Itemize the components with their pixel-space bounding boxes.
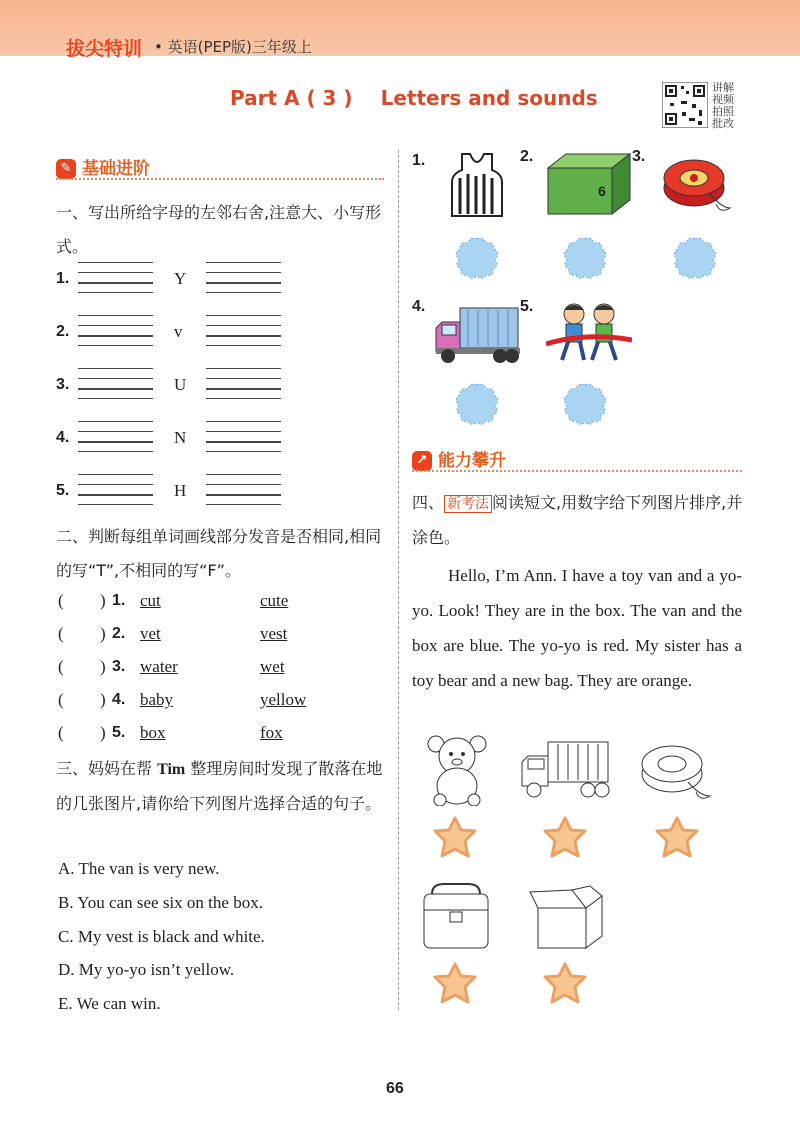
answer-star-icon[interactable] [432,816,478,860]
letter-line[interactable] [78,431,153,432]
word-b [260,723,283,743]
word-b-text: wet [260,657,285,676]
answer-flower-icon[interactable] [454,236,500,280]
letter-line[interactable] [206,388,281,390]
word-b-text: yellow [260,690,307,709]
bag-icon [416,882,496,952]
q1-item-number: 2. [56,323,70,340]
q2-number: 2. [112,625,126,642]
word-b [260,657,285,677]
answer-paren-open[interactable]: ( [58,591,64,610]
answer-flower-icon[interactable] [562,382,608,426]
box-icon [546,152,632,216]
section-underline [412,470,742,472]
picture-label: 2. [520,148,534,165]
q2-instruction: 二、判断每组单词画线部分发音是否相同,相同的写“T”,不相同的写“F”。 [56,527,382,580]
letter-line[interactable] [78,282,153,284]
section-underline [56,178,384,180]
answer-star-icon[interactable] [542,962,588,1006]
qr-caption [712,82,742,130]
letter-line[interactable] [206,368,281,369]
option-b: B. You can see six on the box. [58,893,263,912]
letter-line[interactable] [206,484,281,485]
section-heading-basic [56,154,150,179]
q1-item-number: 4. [56,429,70,446]
vest-icon [448,152,506,218]
pencil-icon: ✎ [56,159,76,179]
letter-line[interactable] [78,325,153,326]
letter-line[interactable] [78,292,153,293]
teddy-bear-icon [422,734,492,806]
letter-line[interactable] [206,272,281,273]
reading-passage [412,558,742,698]
answer-paren-close[interactable]: ) [100,591,106,610]
letter-line[interactable] [206,431,281,432]
section-heading-basic-text: 基础进阶 [82,159,150,179]
q1-item-number: 3. [56,376,70,393]
picture-label: 5. [520,298,534,315]
letter-line[interactable] [78,421,153,422]
answer-paren-close[interactable]: ) [100,624,106,643]
title-topic: Letters and sounds [380,86,598,110]
page-title [230,86,598,110]
letter-line[interactable] [78,484,153,485]
given-letter: N [174,428,187,447]
word-b-text: vest [260,624,288,643]
q2-number: 4. [112,691,126,708]
q1-instruction: 一、写出所给字母的左邻右舍,注意大、小写形式。 [56,203,382,256]
column-divider [398,150,399,1010]
box-number: 6 [598,183,606,199]
arrow-up-icon: ↗ [412,451,432,471]
q4-prefix: 四、 [412,493,445,512]
letter-line[interactable] [206,262,281,263]
qr-caption-4: 批改 [712,117,734,130]
letter-line[interactable] [78,398,153,399]
q3-instruction-name: Tim [157,761,186,778]
answer-paren-close[interactable]: ) [100,657,106,676]
answer-paren-open[interactable]: ( [58,624,64,643]
picture-label: 3. [632,148,646,165]
answer-flower-icon[interactable] [562,236,608,280]
word-b-text: cute [260,591,289,610]
given-letter: U [174,375,187,394]
qr-caption-2: 视频 [712,93,734,106]
letter-line[interactable] [78,504,153,505]
answer-paren-open[interactable]: ( [58,690,64,709]
word-b-text: fox [260,723,283,742]
word-a-text: box [140,723,166,742]
section-heading-advanced [412,446,506,471]
letter-line[interactable] [206,292,281,293]
letter-line[interactable] [206,378,281,379]
word-a-text: cut [140,591,161,610]
q2-number: 3. [112,658,126,675]
letter-line[interactable] [78,451,153,452]
letter-line[interactable] [78,378,153,379]
q1-item-number: 5. [56,482,70,499]
reading-passage-text: Hello, I’m Ann. I have a toy van and a yo-yo. Look! They are in the box. The van and the box are blue. The yo-yo is red. My sister has a toy bear and a new bag. They are orange. [412,566,742,690]
section-heading-advanced-text: 能力攀升 [438,451,506,471]
yoyo-icon [660,150,732,218]
letter-line[interactable] [78,262,153,263]
answer-star-icon[interactable] [432,962,478,1006]
given-letter: H [174,481,187,500]
letter-line[interactable] [78,388,153,390]
option-e: E. We can win. [58,994,161,1013]
letter-line[interactable] [206,504,281,505]
open-box-icon [528,882,608,952]
subject-label: • 英语(PEP版)三年级上 [154,38,312,56]
answer-flower-icon[interactable] [454,382,500,426]
q4-instruction [412,486,744,555]
title-part: Part A ( 3 ) [230,86,353,110]
letter-line[interactable] [206,494,281,496]
option-d: D. My yo-yo isn’t yellow. [58,960,235,979]
word-a [140,657,178,677]
answer-paren-close[interactable]: ) [100,690,106,709]
letter-line[interactable] [78,335,153,337]
option-a: A. The van is very new. [58,859,220,878]
letter-line[interactable] [206,474,281,475]
given-letter: Y [174,269,187,288]
answer-star-icon[interactable] [654,816,700,860]
brand-title: 拔尖特训 [66,38,143,60]
letter-line[interactable] [78,315,153,316]
word-b [260,624,287,644]
picture-label: 1. [412,152,426,169]
letter-line[interactable] [78,441,153,443]
answer-flower-icon[interactable] [672,236,718,280]
letter-line[interactable] [206,421,281,422]
word-a [140,591,161,611]
page-number: 66 [386,1080,404,1097]
word-a [140,723,166,743]
q1-item-number: 1. [56,270,70,287]
qr-caption-3: 拍照 [712,105,734,118]
q3-instruction [56,752,388,821]
q3-instruction-b: 整理房间时发现了散落在地的几张图片,请你给下列图片选择合适的句子。 [56,759,383,813]
letter-line[interactable] [78,368,153,369]
word-b [260,591,288,611]
letter-line[interactable] [206,451,281,452]
word-a-text: water [140,657,178,676]
word-a-text: baby [140,690,174,709]
answer-paren-open[interactable]: ( [58,657,64,676]
letter-line[interactable] [206,441,281,443]
truck-icon [518,740,612,800]
given-letter: v [174,322,183,341]
answer-star-icon[interactable] [542,816,588,860]
race-kids-icon [546,300,632,366]
answer-paren-open[interactable]: ( [58,723,64,742]
letter-line[interactable] [206,282,281,284]
letter-line[interactable] [206,398,281,399]
letter-line[interactable] [206,325,281,326]
letter-line[interactable] [78,272,153,273]
picture-label: 4. [412,298,426,315]
letter-line[interactable] [206,345,281,346]
letter-line[interactable] [206,335,281,337]
q2-number: 1. [112,592,126,609]
letter-line[interactable] [78,345,153,346]
word-a [140,690,173,710]
answer-paren-close[interactable]: ) [100,723,106,742]
yoyo-outline-icon [638,736,714,806]
letter-line[interactable] [78,474,153,475]
q4-instruction-text: 阅读短文,用数字给下列图片排序,并涂色。 [412,493,743,547]
qr-code-icon[interactable] [662,82,708,128]
letter-line[interactable] [206,315,281,316]
option-c: C. My vest is black and white. [58,927,265,946]
word-b [260,690,306,710]
new-method-tag: 新考法 [444,495,492,513]
van-icon [432,304,522,366]
q2-number: 5. [112,724,126,741]
word-a-text: vet [140,624,161,643]
letter-line[interactable] [78,494,153,496]
word-a [140,624,161,644]
qr-caption-1: 讲解 [712,81,734,94]
q3-instruction-a: 三、妈妈在帮 [56,759,158,778]
